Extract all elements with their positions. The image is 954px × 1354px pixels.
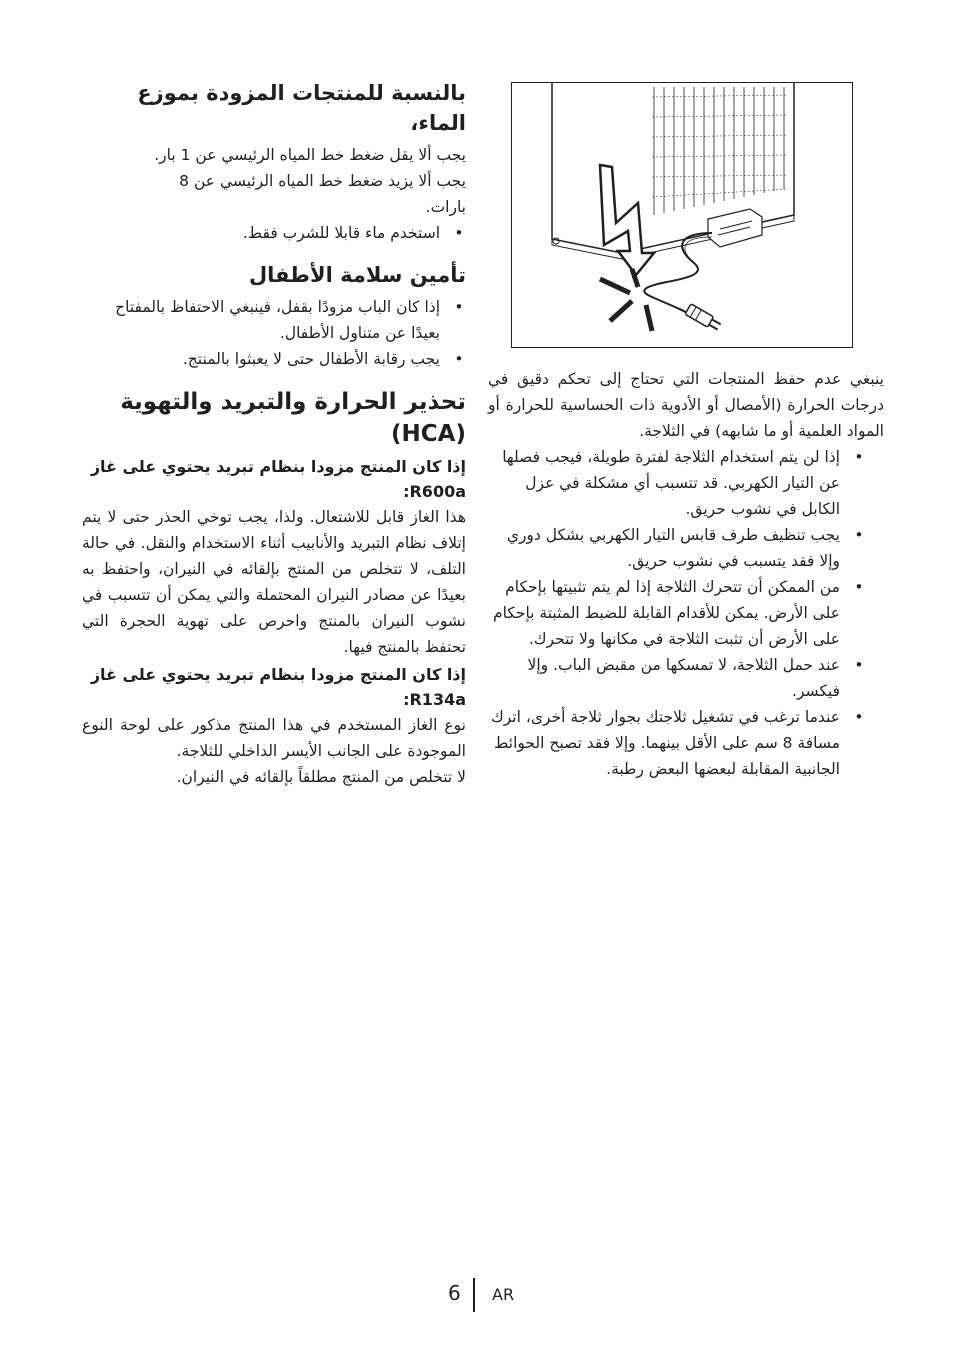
water-dispenser-heading: بالنسبة للمنتجات المزودة بموزع الماء، bbox=[137, 81, 466, 135]
r600a-paragraph: هذا الغاز قابل للاشتعال. ولذا، يجب توخي الحذر حتى لا يتم إتلاف نظام التبريد والأنابيب أثناء الاستخدام والنقل. في حالة التلف، لا تتخلص من المنتج بإلقائه في النيران، واحتفظ به بعيدًا عن مصادر النيران المحتملة والتي يمكن أن تتسبب في نشوب النيران بالمنتج واحرص على تهوية الحجرة التي تحتفظ بالمنتج فيها. bbox=[82, 508, 466, 656]
water-pressure-max-cont: بارات. bbox=[425, 198, 466, 216]
child-safety-heading: تأمين سلامة الأطفال bbox=[248, 263, 466, 287]
water-pressure-min: يجب ألا يقل ضغط خط المياه الرئيسي عن 1 بار. bbox=[154, 146, 466, 164]
list-item: • يجب رقابة الأطفال حتى لا يعبثوا بالمنتج. bbox=[82, 346, 440, 372]
spark-rays bbox=[600, 269, 652, 331]
power-plug-icon bbox=[685, 304, 722, 332]
fridge-safety-bullets bbox=[488, 444, 874, 782]
page-footer bbox=[0, 1278, 954, 1314]
footer-divider bbox=[473, 1278, 475, 1312]
water-pressure-max: يجب ألا يزيد ضغط خط المياه الرئيسي عن 8 bbox=[179, 172, 466, 190]
temperature-sensitive-note: ينبغي عدم حفظ المنتجات التي تحتاج إلى تحكم دقيق في درجات الحرارة (الأمصال أو الأدوية ذات الحساسية للحرارة أو المواد العلمية أو ما شابهه) في الثلاجة. bbox=[488, 370, 884, 440]
hca-warning-heading: تحذير الحرارة والتبريد والتهوية (HCA) bbox=[120, 389, 466, 447]
r600a-subheading: إذا كان المنتج مزودا بنظام تبريد يحتوي على غاز R600a: bbox=[90, 457, 466, 501]
r134a-subheading: إذا كان المنتج مزودا بنظام تبريد يحتوي على غاز R134a: bbox=[90, 665, 466, 709]
list-item: • استخدم ماء قابلا للشرب فقط. bbox=[82, 220, 440, 246]
language-code: AR bbox=[492, 1285, 515, 1304]
list-item: • عند حمل الثلاجة، لا تمسكها من مقبض الباب. وإلا فيكسر. bbox=[488, 652, 840, 704]
page-number: 6 bbox=[448, 1281, 461, 1305]
list-item: • إذا لن يتم استخدام الثلاجة لفترة طويلة، فيجب فصلها عن التيار الكهربي. قد تتسبب أي مشكلة في عزل الكابل في نشوب حريق. bbox=[488, 444, 840, 522]
list-item: • يجب تنظيف طرف قابس التيار الكهربي بشكل دوري وإلا فقد يتسبب في نشوب حريق. bbox=[488, 522, 840, 574]
refrigerator-plug-illustration bbox=[511, 82, 853, 348]
lightning-arrow-icon bbox=[600, 165, 654, 275]
r134a-paragraph: نوع الغاز المستخدم في هذا المنتج مذكور على لوحة النوع الموجودة على الجانب الأيسر الداخلي للثلاجة. bbox=[82, 716, 466, 760]
refrigerator-back-icon bbox=[512, 83, 852, 347]
child-safety-bullets bbox=[82, 294, 466, 372]
left-column bbox=[82, 78, 466, 790]
water-bullets bbox=[82, 220, 466, 246]
list-item: • عندما ترغب في تشغيل ثلاجتك بجوار ثلاجة أخرى، اترك مسافة 8 سم على الأقل بينهما. وإلا فقد تصبح الحوائط الجانبية المقابلة لبعضها البعض رطبة. bbox=[488, 704, 840, 782]
right-column bbox=[488, 366, 884, 782]
list-item: • إذا كان الباب مزودًا بقفل، فينبغي الاحتفاظ بالمفتاح بعيدًا عن متناول الأطفال. bbox=[82, 294, 440, 346]
no-fire-disposal: لا تتخلص من المنتج مطلقاً بإلقائه في النيران. bbox=[176, 768, 466, 786]
list-item: • من الممكن أن تتحرك الثلاجة إذا لم يتم تثبيتها بإحكام على الأرض. يمكن للأقدام القابلة للضبط المثبتة بإحكام على الأرض أن تثبت الثلاجة في مكانها ولا تتحرك. bbox=[488, 574, 840, 652]
